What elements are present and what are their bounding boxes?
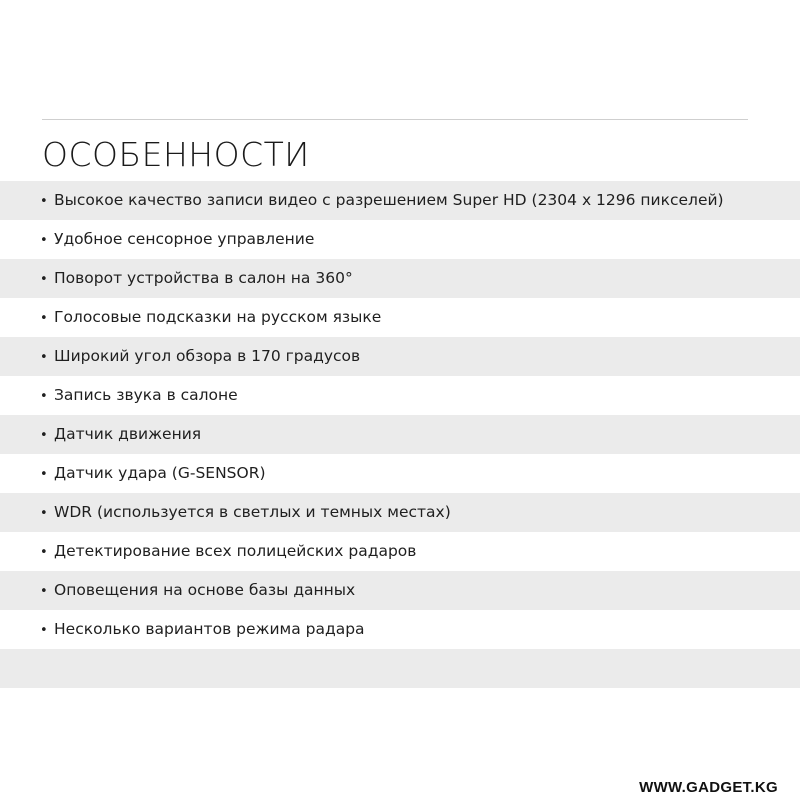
feature-text: Датчик удара (G-SENSOR) bbox=[54, 464, 266, 482]
feature-row bbox=[0, 220, 800, 259]
bullet-icon: • bbox=[40, 272, 48, 287]
feature-text: Несколько вариантов режима радара bbox=[54, 620, 365, 638]
website-watermark: WWW.GADGET.KG bbox=[639, 779, 778, 796]
page-title: ОСОБЕННОСТИ bbox=[42, 135, 310, 174]
feature-row bbox=[0, 454, 800, 493]
bullet-icon: • bbox=[40, 623, 48, 638]
feature-text: Датчик движения bbox=[54, 425, 202, 443]
feature-row bbox=[0, 493, 800, 532]
feature-text: Широкий угол обзора в 170 градусов bbox=[54, 347, 361, 365]
bullet-icon: • bbox=[40, 428, 48, 443]
bullet-icon: • bbox=[40, 233, 48, 248]
bullet-icon: • bbox=[40, 584, 48, 599]
feature-text: Голосовые подсказки на русском языке bbox=[54, 308, 382, 326]
feature-text: Оповещения на основе базы данных bbox=[54, 581, 356, 599]
feature-row bbox=[0, 259, 800, 298]
feature-text: Запись звука в салоне bbox=[54, 386, 238, 404]
feature-row bbox=[0, 415, 800, 454]
bullet-icon: • bbox=[40, 467, 48, 482]
feature-row bbox=[0, 649, 800, 688]
feature-text: Поворот устройства в салон на 360° bbox=[54, 269, 353, 287]
feature-row bbox=[0, 610, 800, 649]
feature-row bbox=[0, 298, 800, 337]
top-divider bbox=[42, 119, 748, 120]
feature-text: Высокое качество записи видео с разрешением Super HD (2304 x 1296 пикселей) bbox=[54, 191, 724, 209]
bullet-icon: • bbox=[40, 506, 48, 521]
bullet-icon: • bbox=[40, 545, 48, 560]
bullet-icon: • bbox=[40, 389, 48, 404]
feature-text: Удобное сенсорное управление bbox=[54, 230, 315, 248]
feature-row bbox=[0, 376, 800, 415]
bullet-icon: • bbox=[40, 350, 48, 365]
feature-row bbox=[0, 532, 800, 571]
feature-list bbox=[0, 181, 800, 688]
feature-row bbox=[0, 571, 800, 610]
bullet-icon: • bbox=[40, 194, 48, 209]
feature-row bbox=[0, 337, 800, 376]
feature-text: Детектирование всех полицейских радаров bbox=[54, 542, 417, 560]
feature-row bbox=[0, 181, 800, 220]
feature-text: WDR (используется в светлых и темных местах) bbox=[54, 503, 451, 521]
bullet-icon: • bbox=[40, 311, 48, 326]
